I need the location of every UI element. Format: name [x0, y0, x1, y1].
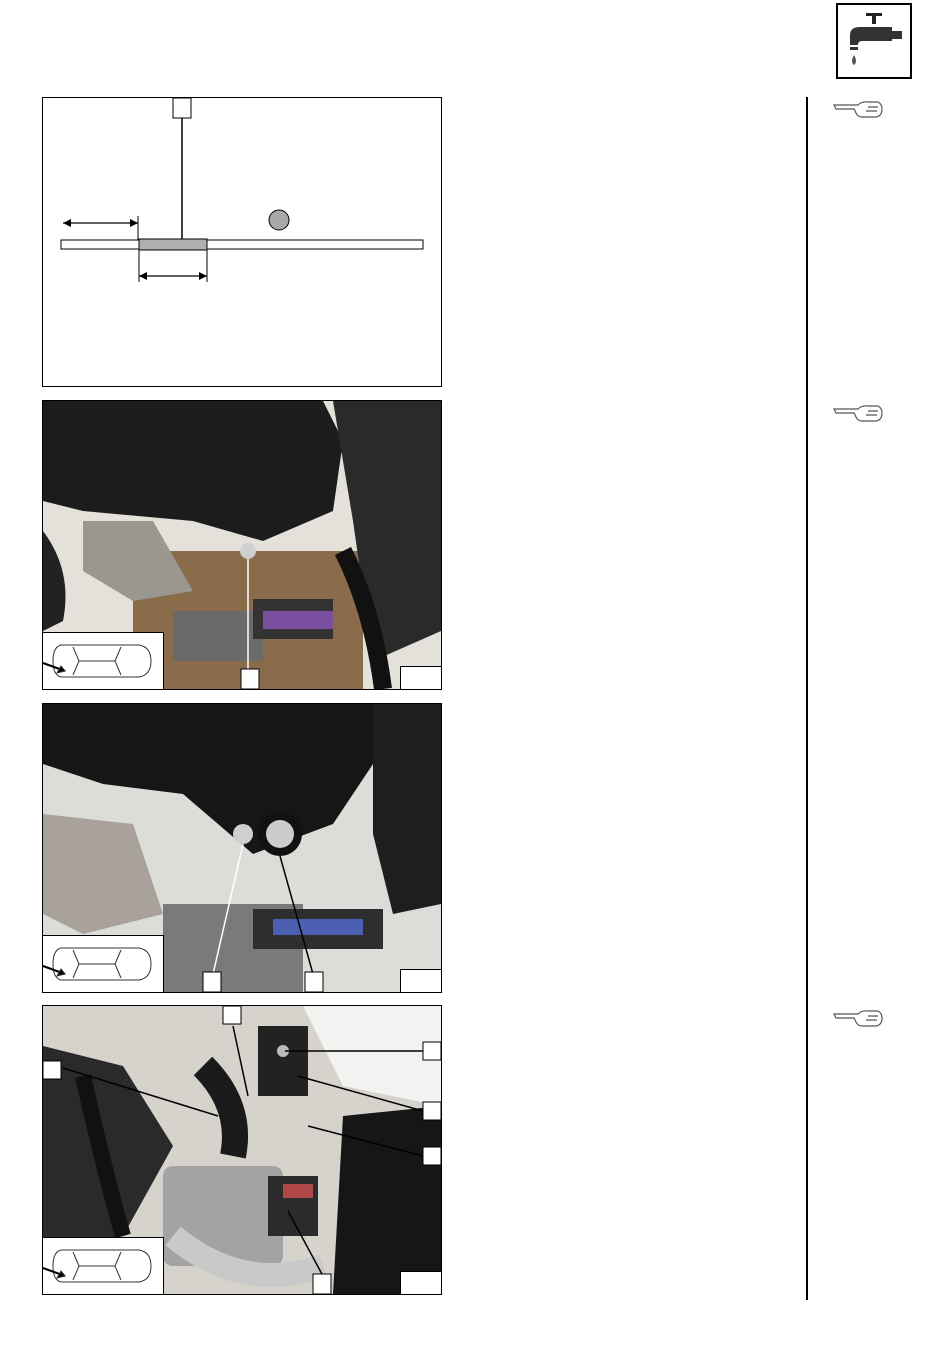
vehicle-location-inset	[43, 632, 164, 689]
pointing-hand-icon	[832, 402, 884, 424]
reference-box	[400, 1271, 441, 1294]
hose-marking-diagram	[42, 97, 442, 387]
reference-box	[400, 666, 441, 689]
pointing-hand-icon	[832, 98, 884, 120]
vehicle-location-inset	[43, 1237, 164, 1294]
water-tap-icon	[836, 3, 912, 79]
column-divider	[806, 97, 808, 1300]
pointing-hand-icon	[832, 1007, 884, 1029]
engine-bay-photo-2	[42, 703, 442, 993]
vehicle-location-inset	[43, 935, 164, 992]
reference-box	[400, 969, 441, 992]
engine-bay-photo-3	[42, 1005, 442, 1295]
engine-bay-photo-1	[42, 400, 442, 690]
